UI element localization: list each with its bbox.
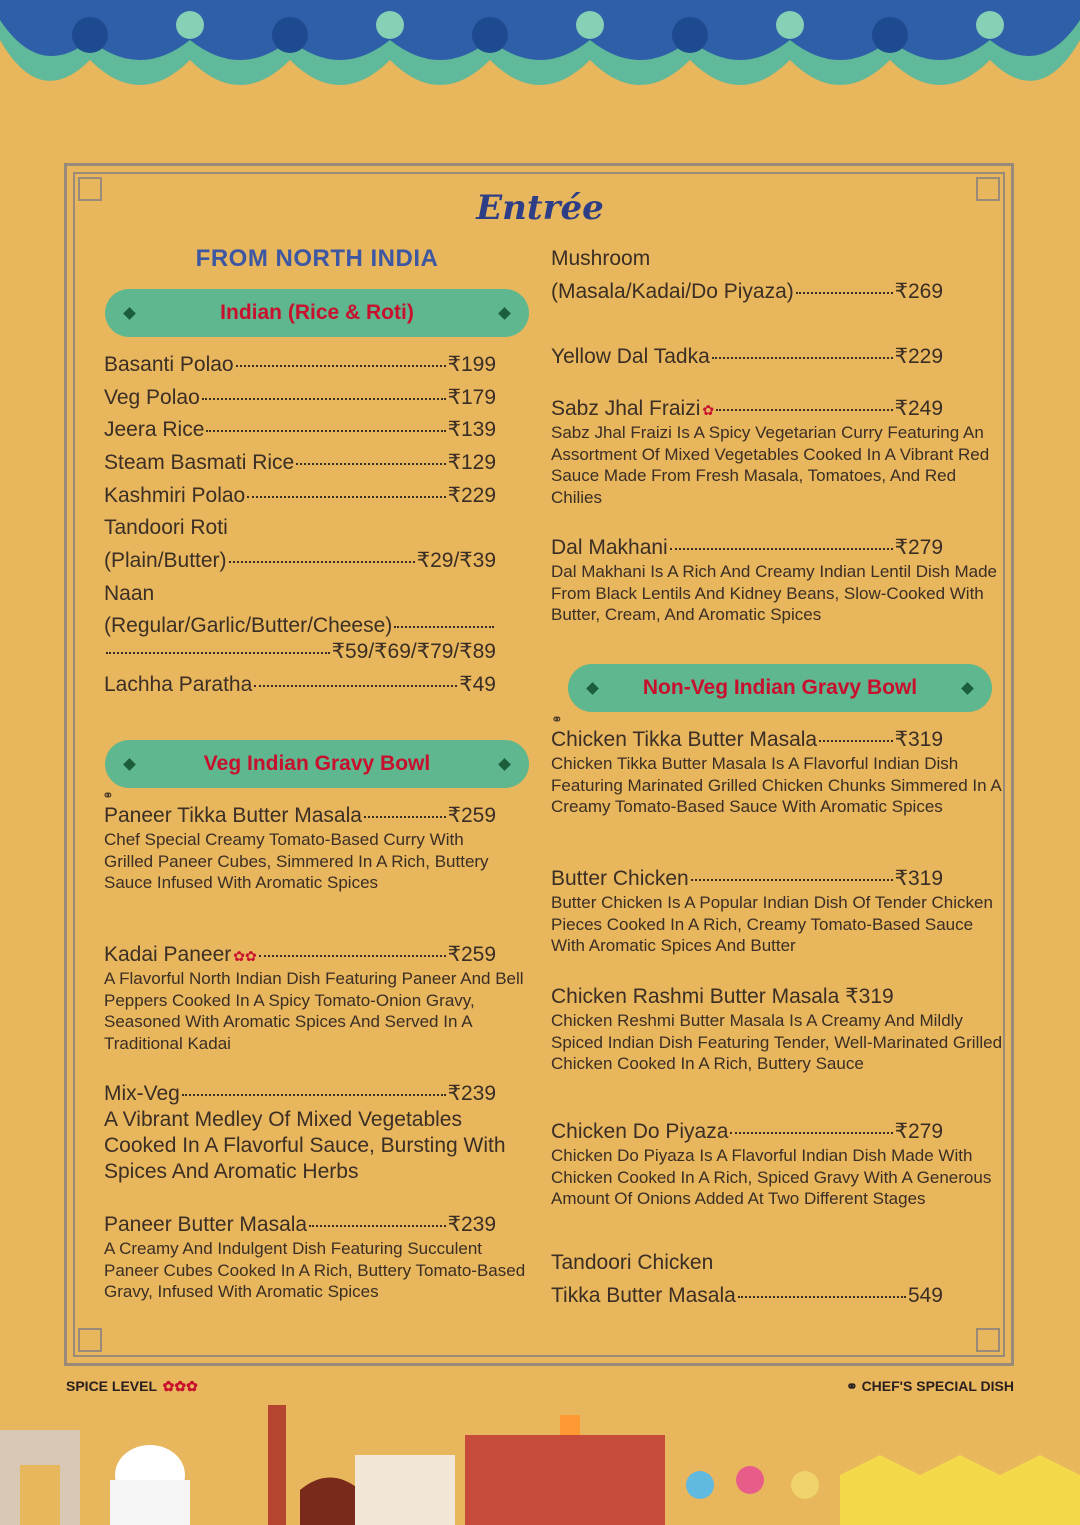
- dot-leader: [670, 548, 893, 550]
- item-name: Dal Makhani: [551, 536, 668, 559]
- dot-leader: [296, 463, 445, 465]
- dot-leader: [106, 652, 330, 654]
- chef-special-label: CHEF'S SPECIAL DISH: [861, 1378, 1014, 1394]
- page-title: Entrée: [476, 188, 604, 228]
- item-name: Paneer Butter Masala: [104, 1213, 308, 1236]
- chef-hat-icon: ⚭: [845, 1378, 858, 1394]
- item-description: A Creamy And Indulgent Dish Featuring Succulent Paneer Cubes Cooked In A Rich, Buttery Tomato-Based Gravy, Infused With Aromatic Spices: [104, 1239, 526, 1302]
- dot-leader: [691, 879, 893, 881]
- menu-item: [104, 639, 496, 665]
- item-price: ₹139: [447, 418, 496, 441]
- item-name: Kadai Paneer: [104, 943, 232, 966]
- item-price: ₹279: [894, 536, 943, 559]
- item-name: Kashmiri Polao: [104, 484, 246, 507]
- banner-veg-gravy: [105, 740, 529, 788]
- diamond-icon: [498, 758, 511, 771]
- item-name: Mix-Veg: [104, 1082, 180, 1105]
- item-name: Paneer Tikka Butter Masala: [104, 804, 362, 827]
- item-name: Chicken Tikka Butter Masala: [551, 728, 818, 751]
- item-name: Naan: [104, 582, 155, 605]
- item-price: ₹239: [447, 1082, 496, 1105]
- item-name: Chicken Rashmi Butter Masala: [551, 985, 840, 1008]
- menu-item: [104, 672, 496, 698]
- item-price: ₹319: [845, 985, 894, 1008]
- item-price: ₹229: [894, 345, 943, 368]
- item-variants: (Regular/Garlic/Butter/Cheese): [104, 614, 393, 637]
- menu-item: [551, 344, 943, 370]
- dot-leader: [254, 685, 457, 687]
- item-name: Yellow Dal Tadka: [551, 345, 710, 368]
- menu-item: [551, 1119, 943, 1145]
- banner-rice-roti: [105, 289, 529, 337]
- banner-label: Non-Veg Indian Gravy Bowl: [642, 676, 918, 699]
- chili-icon: ✿✿✿: [162, 1378, 198, 1394]
- dot-leader: [206, 430, 445, 432]
- dot-leader: [364, 816, 446, 818]
- menu-item: [104, 1081, 496, 1107]
- menu-item: [104, 450, 496, 476]
- chef-special-legend: [846, 1378, 1014, 1395]
- item-description: Chicken Reshmi Butter Masala Is A Creamy And Mildly Spiced Indian Dish Featuring Tender, Well-Marinated Grilled Chicken Cooked In A Rich, Buttery Sauce: [551, 1011, 1003, 1074]
- menu-item: [104, 483, 496, 509]
- diamond-icon: [586, 682, 599, 695]
- chili-icon: ✿✿: [233, 948, 257, 964]
- menu-item: [551, 866, 943, 892]
- dot-leader: [716, 409, 892, 411]
- item-variants: (Masala/Kadai/Do Piyaza): [551, 280, 794, 303]
- item-name: Steam Basmati Rice: [104, 451, 295, 474]
- item-price: ₹229: [447, 484, 496, 507]
- item-price: ₹29/₹39: [416, 549, 496, 572]
- dot-leader: [819, 740, 892, 742]
- item-description: Dal Makhani Is A Rich And Creamy Indian Lentil Dish Made From Black Lentils And Kidney Beans, Slow-Cooked With Butter, Cream, And Aromatic Spices: [551, 562, 998, 625]
- item-price: ₹59/₹69/₹79/₹89: [331, 640, 496, 663]
- item-variants: (Plain/Butter): [104, 549, 227, 572]
- diamond-icon: [498, 307, 511, 320]
- menu-item: [104, 385, 496, 411]
- dot-leader: [712, 357, 893, 359]
- menu-item: [551, 727, 943, 753]
- item-name: Tandoori Roti: [104, 516, 228, 539]
- menu-item: [551, 535, 943, 561]
- dot-leader: [796, 292, 893, 294]
- item-price: ₹319: [894, 867, 943, 890]
- item-description: A Vibrant Medley Of Mixed Vegetables Cooked In A Flavorful Sauce, Bursting With Spices And Aromatic Herbs: [104, 1108, 506, 1183]
- dot-leader: [202, 398, 446, 400]
- frame-corner: [78, 1328, 102, 1352]
- dot-leader: [394, 626, 494, 628]
- menu-item: [104, 803, 496, 829]
- chef-hat-icon: ⚭: [102, 787, 114, 803]
- item-name: Tikka Butter Masala: [551, 1284, 736, 1307]
- item-description: Chicken Tikka Butter Masala Is A Flavorful Indian Dish Featuring Marinated Grilled Chicken Chunks Simmered In A Creamy Tomato-Based Sauce With Aromatic Spices: [551, 754, 1001, 817]
- menu-item: [104, 548, 496, 574]
- dot-leader: [182, 1094, 446, 1096]
- dot-leader: [730, 1132, 892, 1134]
- item-description: A Flavorful North Indian Dish Featuring Paneer And Bell Peppers Cooked In A Spicy Tomato-Onion Gravy, Seasoned With Aromatic Spices And Served In A Traditional Kadai: [104, 969, 524, 1054]
- spice-level-legend: [66, 1378, 198, 1395]
- item-price: ₹259: [447, 943, 496, 966]
- monuments-skyline-illustration: [0, 1395, 1080, 1525]
- dot-leader: [738, 1296, 906, 1298]
- diamond-icon: [123, 307, 136, 320]
- diamond-icon: [961, 682, 974, 695]
- menu-item: [104, 1212, 496, 1238]
- item-price: ₹179: [447, 386, 496, 409]
- item-name: Butter Chicken: [551, 867, 689, 890]
- item-price: ₹319: [894, 728, 943, 751]
- banner-nonveg-gravy: [568, 664, 992, 712]
- menu-item: [104, 942, 496, 969]
- item-price: 549: [907, 1284, 943, 1307]
- dot-leader: [309, 1225, 445, 1227]
- item-description: Sabz Jhal Fraizi Is A Spicy Vegetarian Curry Featuring An Assortment Of Mixed Vegetables Cooked In A Vibrant Red Sauce Made From Fresh Masala, Tomatoes, And Red Chilies: [551, 423, 990, 508]
- menu-item: [104, 613, 496, 639]
- item-name: Sabz Jhal Fraizi: [551, 397, 701, 420]
- dot-leader: [247, 496, 445, 498]
- item-description: Chicken Do Piyaza Is A Flavorful Indian Dish Made With Chicken Cooked In A Rich, Spiced Gravy With A Generous Amount Of Onions Added At Two Different Stages: [551, 1146, 992, 1209]
- item-price: ₹269: [894, 280, 943, 303]
- item-name: Basanti Polao: [104, 353, 234, 376]
- banner-label: Veg Indian Gravy Bowl: [203, 752, 431, 775]
- item-price: ₹259: [447, 804, 496, 827]
- item-price: ₹49: [459, 673, 496, 696]
- dot-leader: [229, 561, 415, 563]
- top-mandala-border: [0, 0, 1080, 105]
- menu-item: [104, 417, 496, 443]
- menu-item: [104, 352, 496, 378]
- banner-label: Indian (Rice & Roti): [220, 301, 414, 324]
- item-description: Butter Chicken Is A Popular Indian Dish Of Tender Chicken Pieces Cooked In A Rich, Creamy Tomato-Based Sauce With Aromatic Spices And Butter: [551, 893, 993, 956]
- menu-item: [551, 1283, 943, 1309]
- diamond-icon: [123, 758, 136, 771]
- item-price: ₹249: [894, 397, 943, 420]
- item-price: ₹279: [894, 1120, 943, 1143]
- menu-item: [551, 984, 951, 1010]
- item-name: Jeera Rice: [104, 418, 205, 441]
- dot-leader: [259, 955, 446, 957]
- item-name: Veg Polao: [104, 386, 200, 409]
- item-name: Lachha Paratha: [104, 673, 253, 696]
- spice-level-label: SPICE LEVEL: [66, 1378, 157, 1394]
- menu-item: [551, 396, 943, 423]
- item-price: ₹199: [447, 353, 496, 376]
- item-name: Mushroom: [551, 247, 651, 270]
- menu-item: [551, 279, 943, 305]
- chili-icon: ✿: [702, 402, 715, 418]
- item-price: ₹129: [447, 451, 496, 474]
- item-name: Chicken Do Piyaza: [551, 1120, 729, 1143]
- item-price: ₹239: [447, 1213, 496, 1236]
- section-heading: FROM NORTH INDIA: [195, 245, 439, 272]
- item-description: Chef Special Creamy Tomato-Based Curry With Grilled Paneer Cubes, Simmered In A Rich, Buttery Sauce Infused With Aromatic Spices: [104, 830, 489, 893]
- item-name: Tandoori Chicken: [551, 1251, 714, 1274]
- frame-corner: [976, 1328, 1000, 1352]
- chef-hat-icon: ⚭: [551, 711, 563, 727]
- dot-leader: [236, 365, 446, 367]
